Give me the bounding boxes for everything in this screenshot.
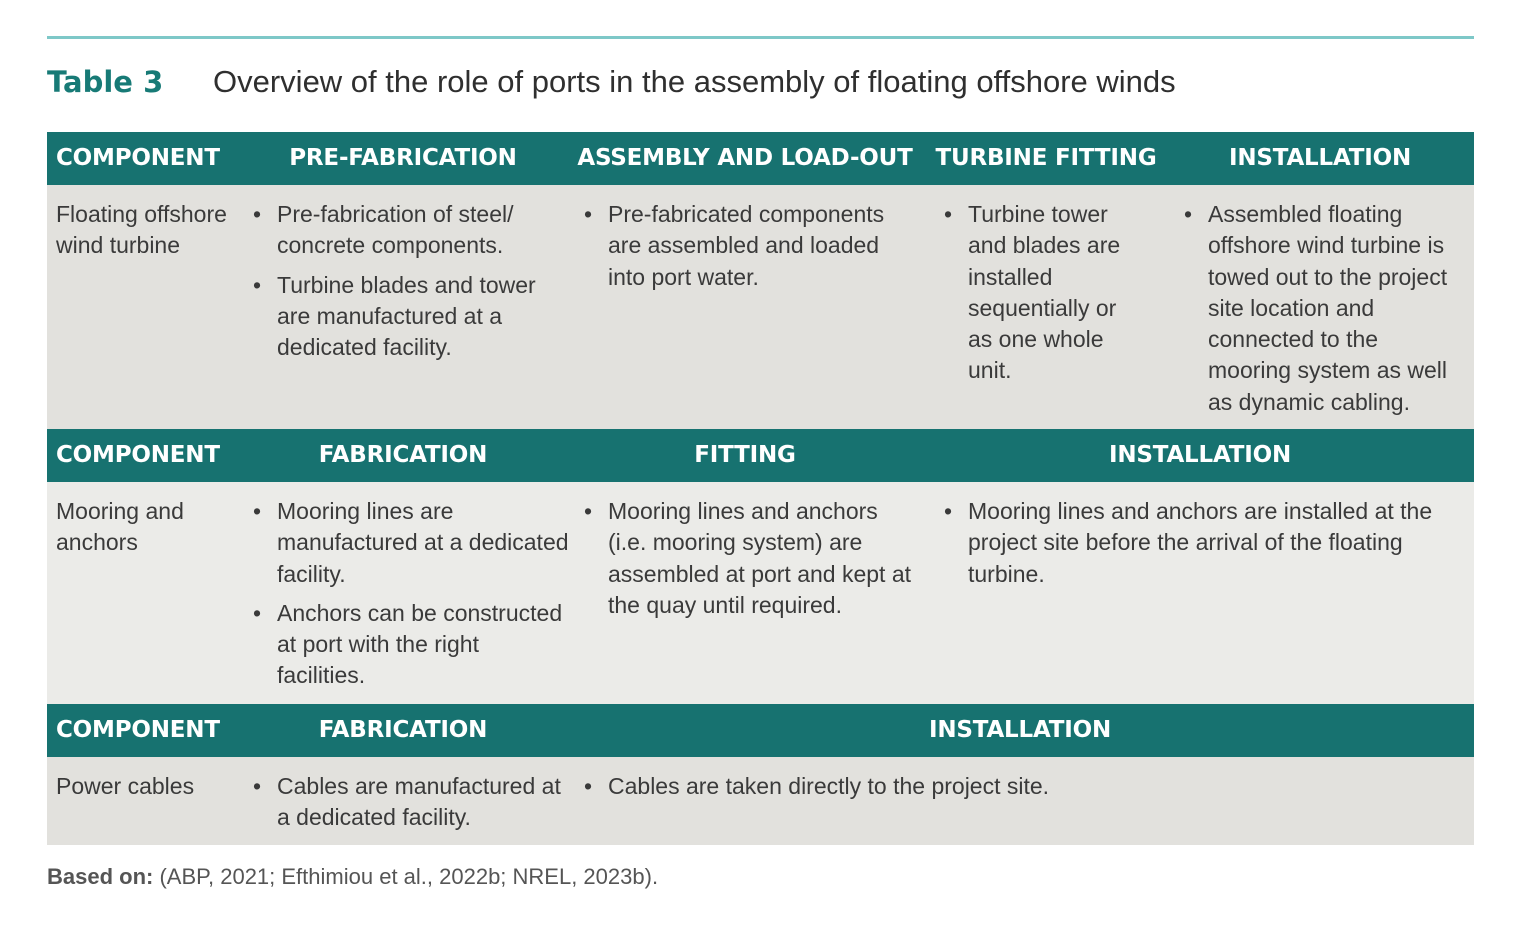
header-component: COMPONENT [56,145,220,171]
header-row-cables [47,704,1474,757]
installation-cell [582,771,1462,810]
list-item: • Pre-fabricated components are assembled and loaded into port water. [582,199,917,293]
installation-cell [942,496,1467,598]
header-installation: INSTALLATION [1228,145,1412,171]
fabrication-cell [251,496,571,700]
header-installation: INSTALLATION [928,717,1112,743]
assembly-cell [582,199,917,301]
list-item: • Mooring lines and anchors (i.e. mooring system) are assembled at port and kept at the quay until required. [582,496,917,621]
top-rule [47,36,1474,39]
header-component: COMPONENT [56,717,220,743]
fitting-cell [582,496,917,629]
footnote-label: Based on: [47,864,154,889]
list-item: • Assembled floating offshore wind turbine is towed out to the project site location and connected to the mooring system as well as dynamic cabling. [1182,199,1467,418]
header-row-turbine [47,132,1474,185]
header-pre-fabrication: PRE-FABRICATION [289,145,517,171]
table-label: Table 3 [47,65,164,99]
body-row-cables [47,757,1474,845]
list-item: • Anchors can be constructed at port with the right facilities. [251,598,571,692]
installation-cell [1182,199,1467,426]
fabrication-cell [251,771,571,842]
list-item: • Mooring lines and anchors are installed at the project site before the arrival of the floating turbine. [942,496,1467,590]
body-row-mooring [47,482,1474,704]
header-installation: INSTALLATION [1108,442,1292,468]
list-item: • Cables are taken directly to the project site. [582,771,1462,802]
list-item: • Pre-fabrication of steel/ concrete components. [251,199,571,262]
list-item: • Mooring lines are manufactured at a dedicated facility. [251,496,571,590]
component-name: Floating offshore wind turbine [56,201,227,259]
footnote-text: (ABP, 2021; Efthimiou et al., 2022b; NREL, 2023b). [159,864,659,889]
turbine-fitting-cell [942,199,1132,395]
table-title: Overview of the role of ports in the assembly of floating offshore winds [213,64,1176,99]
list-item: • Turbine blades and tower are manufactured at a dedicated facility. [251,270,571,364]
list-item: • Cables are manufactured at a dedicated facility. [251,771,571,834]
header-assembly-load-out: ASSEMBLY AND LOAD-OUT [577,145,913,171]
header-row-mooring [47,429,1474,482]
component-name: Mooring and anchors [56,498,184,556]
header-component: COMPONENT [56,442,220,468]
body-row-turbine [47,185,1474,429]
table-caption [47,62,1176,102]
source-footnote [47,864,658,890]
list-item: • Turbine tower and blades are installed sequentially or as one whole unit. [942,199,1132,387]
header-turbine-fitting: TURBINE FITTING [935,145,1157,171]
header-fabrication: FABRICATION [318,442,488,468]
component-name: Power cables [56,773,195,799]
header-fabrication: FABRICATION [318,717,488,743]
pre-fabrication-cell [251,199,571,371]
header-fitting: FITTING [694,442,796,468]
